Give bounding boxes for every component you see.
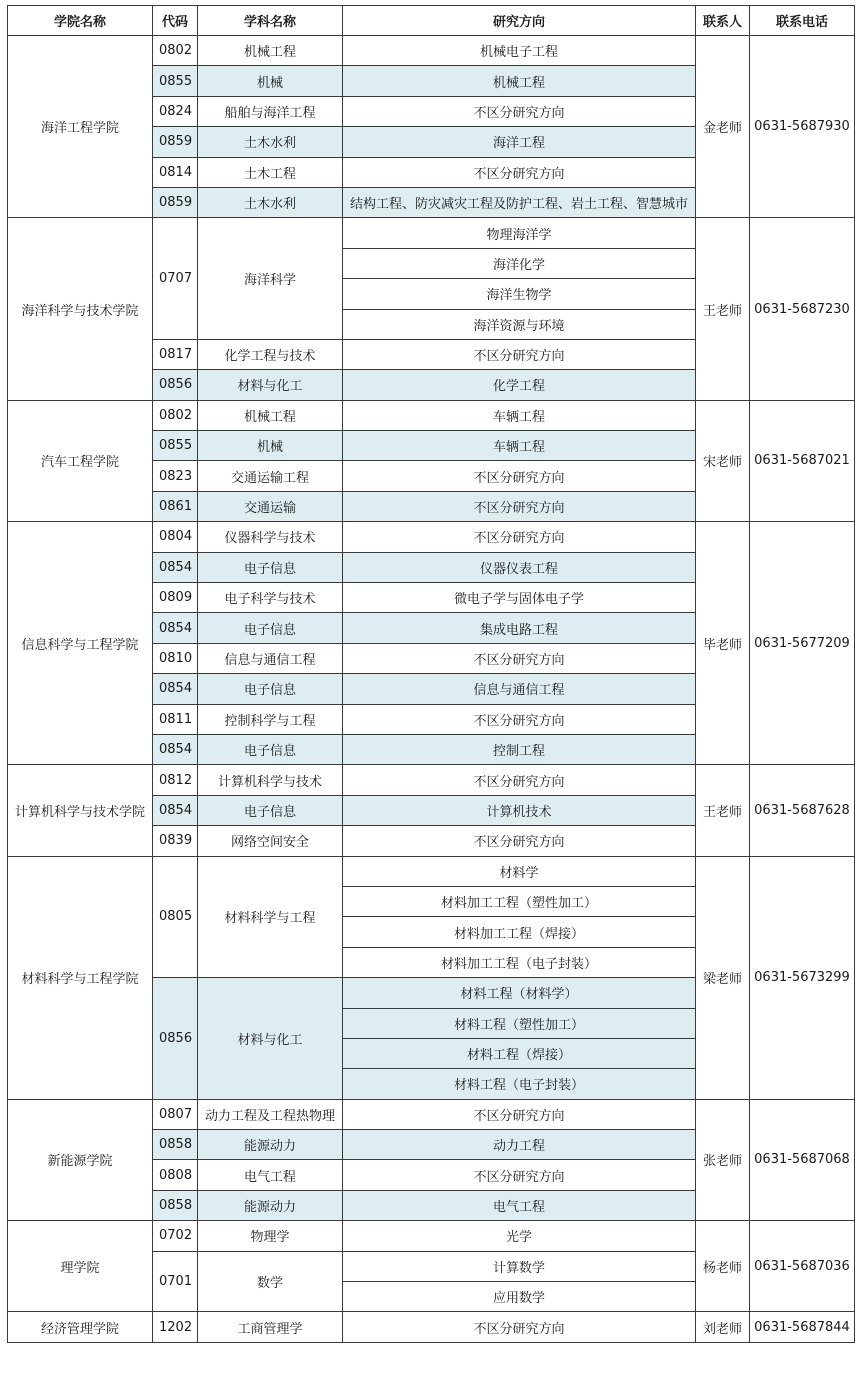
table-body	[8, 36, 855, 1343]
contact-phone: 0631-5687844	[750, 1312, 855, 1342]
table-row	[8, 36, 855, 66]
header-phone: 联系电话	[750, 6, 855, 36]
research-direction: 不区分研究方向	[343, 1312, 696, 1342]
research-direction: 计算数学	[343, 1251, 696, 1281]
research-direction: 信息与通信工程	[343, 674, 696, 704]
subject-name: 机械	[198, 431, 343, 461]
subject-code: 0807	[153, 1099, 198, 1129]
subject-code: 0839	[153, 826, 198, 856]
header-code: 代码	[153, 6, 198, 36]
subject-name: 电子信息	[198, 734, 343, 764]
research-direction: 材料学	[343, 856, 696, 886]
subject-name: 物理学	[198, 1221, 343, 1251]
subject-code: 0812	[153, 765, 198, 795]
subject-name: 土木水利	[198, 127, 343, 157]
subject-code: 0855	[153, 66, 198, 96]
subject-code: 0856	[153, 978, 198, 1100]
subject-code: 0802	[153, 36, 198, 66]
college-name: 材料科学与工程学院	[8, 856, 153, 1099]
contact-phone: 0631-5687230	[750, 218, 855, 400]
subject-name: 电子信息	[198, 613, 343, 643]
subject-code: 0859	[153, 187, 198, 217]
research-direction: 不区分研究方向	[343, 96, 696, 126]
college-name: 信息科学与工程学院	[8, 522, 153, 765]
subject-code: 0861	[153, 491, 198, 521]
contact-phone: 0631-5677209	[750, 522, 855, 765]
table-row	[8, 218, 855, 248]
research-direction: 计算机技术	[343, 795, 696, 825]
research-direction: 海洋工程	[343, 127, 696, 157]
research-direction: 海洋化学	[343, 248, 696, 278]
subject-code: 0824	[153, 96, 198, 126]
research-direction: 微电子学与固体电子学	[343, 583, 696, 613]
college-name: 新能源学院	[8, 1099, 153, 1221]
subject-name: 船舶与海洋工程	[198, 96, 343, 126]
research-direction: 结构工程、防灾减灾工程及防护工程、岩土工程、智慧城市	[343, 187, 696, 217]
programs-table	[7, 5, 855, 1343]
subject-code: 0808	[153, 1160, 198, 1190]
research-direction: 材料工程（材料学）	[343, 978, 696, 1008]
research-direction: 集成电路工程	[343, 613, 696, 643]
research-direction: 不区分研究方向	[343, 1099, 696, 1129]
subject-name: 交通运输	[198, 491, 343, 521]
subject-name: 材料科学与工程	[198, 856, 343, 978]
header-college: 学院名称	[8, 6, 153, 36]
subject-name: 机械	[198, 66, 343, 96]
subject-name: 机械工程	[198, 400, 343, 430]
research-direction: 光学	[343, 1221, 696, 1251]
subject-name: 能源动力	[198, 1130, 343, 1160]
subject-code: 0854	[153, 674, 198, 704]
research-direction: 控制工程	[343, 734, 696, 764]
subject-code: 0804	[153, 522, 198, 552]
subject-code: 0854	[153, 795, 198, 825]
subject-code: 0823	[153, 461, 198, 491]
table-row	[8, 522, 855, 552]
research-direction: 材料工程（焊接）	[343, 1038, 696, 1068]
subject-code: 0809	[153, 583, 198, 613]
research-direction: 物理海洋学	[343, 218, 696, 248]
header-subject: 学科名称	[198, 6, 343, 36]
subject-name: 能源动力	[198, 1190, 343, 1220]
research-direction: 材料加工工程（塑性加工）	[343, 886, 696, 916]
contact-person: 王老师	[696, 218, 750, 400]
college-name: 海洋工程学院	[8, 36, 153, 218]
research-direction: 不区分研究方向	[343, 643, 696, 673]
subject-name: 材料与化工	[198, 978, 343, 1100]
college-name: 海洋科学与技术学院	[8, 218, 153, 400]
college-name: 汽车工程学院	[8, 400, 153, 522]
subject-code: 0855	[153, 431, 198, 461]
subject-name: 工商管理学	[198, 1312, 343, 1342]
contact-phone: 0631-5687628	[750, 765, 855, 856]
contact-phone: 0631-5687036	[750, 1221, 855, 1312]
contact-person: 金老师	[696, 36, 750, 218]
subject-name: 交通运输工程	[198, 461, 343, 491]
research-direction: 不区分研究方向	[343, 491, 696, 521]
subject-code: 0702	[153, 1221, 198, 1251]
college-name: 计算机科学与技术学院	[8, 765, 153, 856]
subject-code: 0858	[153, 1130, 198, 1160]
research-direction: 应用数学	[343, 1282, 696, 1312]
research-direction: 仪器仪表工程	[343, 552, 696, 582]
contact-person: 宋老师	[696, 400, 750, 522]
subject-code: 0859	[153, 127, 198, 157]
subject-name: 电子科学与技术	[198, 583, 343, 613]
research-direction: 化学工程	[343, 370, 696, 400]
subject-code: 0858	[153, 1190, 198, 1220]
research-direction: 海洋生物学	[343, 279, 696, 309]
subject-name: 仪器科学与技术	[198, 522, 343, 552]
subject-name: 信息与通信工程	[198, 643, 343, 673]
subject-name: 电子信息	[198, 674, 343, 704]
contact-person: 刘老师	[696, 1312, 750, 1342]
table-row	[8, 765, 855, 795]
research-direction: 机械电子工程	[343, 36, 696, 66]
contact-phone: 0631-5687021	[750, 400, 855, 522]
header-direction: 研究方向	[343, 6, 696, 36]
research-direction: 材料工程（电子封装）	[343, 1069, 696, 1099]
research-direction: 材料加工工程（电子封装）	[343, 947, 696, 977]
contact-phone: 0631-5673299	[750, 856, 855, 1099]
subject-code: 0810	[153, 643, 198, 673]
subject-name: 化学工程与技术	[198, 339, 343, 369]
subject-name: 海洋科学	[198, 218, 343, 340]
subject-name: 计算机科学与技术	[198, 765, 343, 795]
subject-code: 0854	[153, 552, 198, 582]
research-direction: 车辆工程	[343, 431, 696, 461]
contact-person: 张老师	[696, 1099, 750, 1221]
subject-code: 0701	[153, 1251, 198, 1312]
research-direction: 材料工程（塑性加工）	[343, 1008, 696, 1038]
college-name: 经济管理学院	[8, 1312, 153, 1342]
research-direction: 电气工程	[343, 1190, 696, 1220]
table-row	[8, 400, 855, 430]
subject-name: 土木水利	[198, 187, 343, 217]
subject-name: 网络空间安全	[198, 826, 343, 856]
subject-name: 动力工程及工程热物理	[198, 1099, 343, 1129]
research-direction: 动力工程	[343, 1130, 696, 1160]
subject-code: 0707	[153, 218, 198, 340]
subject-name: 电子信息	[198, 795, 343, 825]
contact-person: 王老师	[696, 765, 750, 856]
subject-name: 材料与化工	[198, 370, 343, 400]
research-direction: 海洋资源与环境	[343, 309, 696, 339]
contact-person: 毕老师	[696, 522, 750, 765]
subject-code: 0854	[153, 734, 198, 764]
subject-code: 0856	[153, 370, 198, 400]
subject-code: 0805	[153, 856, 198, 978]
table-header-row	[8, 6, 855, 36]
table-row	[8, 1221, 855, 1251]
research-direction: 不区分研究方向	[343, 1160, 696, 1190]
research-direction: 材料加工工程（焊接）	[343, 917, 696, 947]
college-name: 理学院	[8, 1221, 153, 1312]
subject-name: 数学	[198, 1251, 343, 1312]
table-row	[8, 1099, 855, 1129]
contact-person: 杨老师	[696, 1221, 750, 1312]
subject-code: 0854	[153, 613, 198, 643]
subject-name: 土木工程	[198, 157, 343, 187]
subject-code: 0817	[153, 339, 198, 369]
subject-code: 0811	[153, 704, 198, 734]
subject-code: 1202	[153, 1312, 198, 1342]
research-direction: 不区分研究方向	[343, 765, 696, 795]
subject-name: 控制科学与工程	[198, 704, 343, 734]
header-contact: 联系人	[696, 6, 750, 36]
contact-person: 梁老师	[696, 856, 750, 1099]
research-direction: 机械工程	[343, 66, 696, 96]
table-row	[8, 856, 855, 886]
research-direction: 不区分研究方向	[343, 704, 696, 734]
contact-phone: 0631-5687930	[750, 36, 855, 218]
subject-code: 0814	[153, 157, 198, 187]
research-direction: 不区分研究方向	[343, 826, 696, 856]
research-direction: 车辆工程	[343, 400, 696, 430]
contact-phone: 0631-5687068	[750, 1099, 855, 1221]
research-direction: 不区分研究方向	[343, 339, 696, 369]
table-row	[8, 1312, 855, 1342]
research-direction: 不区分研究方向	[343, 461, 696, 491]
research-direction: 不区分研究方向	[343, 157, 696, 187]
subject-code: 0802	[153, 400, 198, 430]
subject-name: 机械工程	[198, 36, 343, 66]
subject-name: 电子信息	[198, 552, 343, 582]
research-direction: 不区分研究方向	[343, 522, 696, 552]
subject-name: 电气工程	[198, 1160, 343, 1190]
